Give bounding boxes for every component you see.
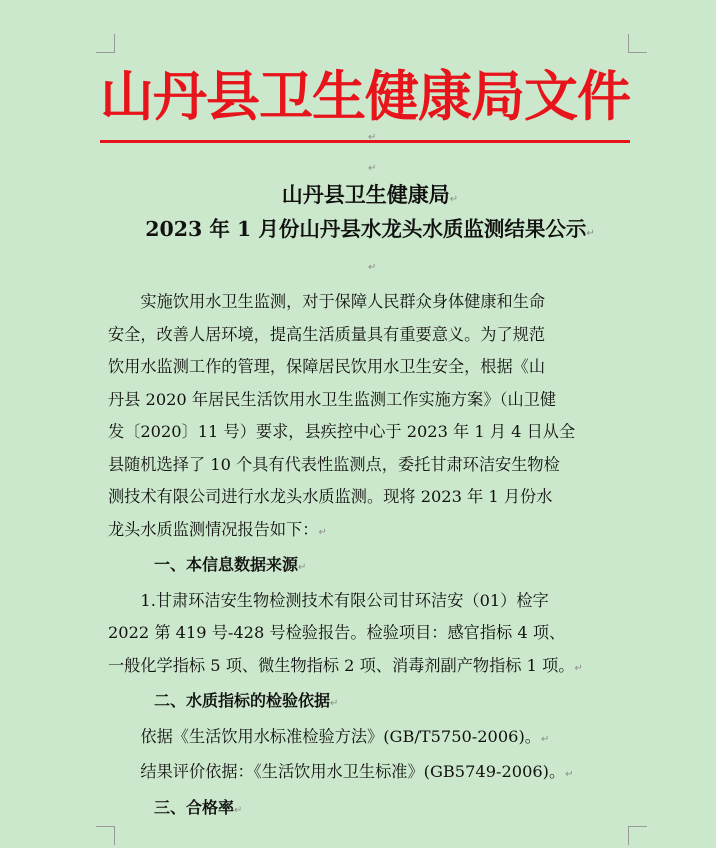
paragraph-mark-icon: ↵ <box>368 262 377 273</box>
intro-line: 县随机选择了 10 个具有代表性监测点，委托甘肃环洁安生物检 <box>108 454 560 474</box>
section1-heading <box>108 549 632 585</box>
paragraph-mark-icon: ↵ <box>540 733 550 745</box>
paragraph-mark-icon: ↵ <box>368 163 377 174</box>
title-line2-text: 2023 年 1 月份山丹县水龙头水质监测结果公示 <box>145 217 587 241</box>
section2-line-text: 依据《生活饮用水标准检验方法》(GB/T5750-2006)。 <box>140 726 541 746</box>
section1-line: 2022 第 419 号-428 号检验报告。检验项目：感官指标 4 项、 <box>108 623 566 642</box>
intro-line: 丹县 2020 年居民生活饮用水卫生监测工作实施方案》（山卫健 <box>108 389 557 409</box>
crop-mark-bottom-left <box>96 826 115 845</box>
section3-heading-text: 三、合格率 <box>154 797 235 817</box>
crop-mark-top-right <box>628 34 647 53</box>
intro-line: 测技术有限公司进行水龙头水质监测。现将 2023 年 1 月份水 <box>108 487 553 506</box>
paragraph-mark-icon: ↵ <box>565 769 574 780</box>
section3-heading <box>108 792 632 828</box>
section1-line-text: 一般化学指标 5 项、微生物指标 2 项、消毒剂副产物指标 1 项。 <box>108 655 575 675</box>
intro-line-last <box>108 514 632 550</box>
section2-line-text: 结果评价依据：《生活饮用水卫生标准》(GB5749-2006)。 <box>140 762 566 781</box>
crop-mark-top-left <box>96 34 115 53</box>
section1-line: 1.甘肃环洁安生物检测技术有限公司甘环洁安（01）检字 <box>140 590 549 610</box>
section2-line <box>108 756 632 792</box>
red-divider-line <box>100 140 630 143</box>
document-body <box>108 286 632 827</box>
intro-line: 实施饮用水卫生监测，对于保障人民群众身体健康和生命 <box>140 292 546 311</box>
title-line1-text: 山丹县卫生健康局 <box>281 182 450 207</box>
paragraph-mark-icon: ↵ <box>234 804 243 816</box>
paragraph-mark-icon: ↵ <box>318 526 327 538</box>
section1-line-last <box>108 650 632 686</box>
section2-heading-text: 二、水质指标的检验依据 <box>154 691 331 710</box>
line-break-mark-icon: ↵ <box>449 194 459 205</box>
section2-heading <box>108 685 632 721</box>
paragraph-mark-icon: ↵ <box>368 132 377 143</box>
section2-line <box>108 721 632 757</box>
document-org-header: 山丹县卫生健康局文件 <box>100 64 630 128</box>
intro-line: 饮用水监测工作的管理，保障居民饮用水卫生安全，根据《山 <box>108 357 546 376</box>
intro-line: 安全，改善人居环境，提高生活质量具有重要意义。为了规范 <box>108 324 546 344</box>
paragraph-mark-icon: ↵ <box>574 662 583 674</box>
paragraph-mark-icon: ↵ <box>586 228 595 239</box>
intro-line: 发〔2020〕11 号）要求，县疾控中心于 2023 年 1 月 4 日从全 <box>108 422 576 441</box>
paragraph-mark-icon: ↵ <box>298 562 307 573</box>
document-title-line2 <box>100 214 640 249</box>
paragraph-mark-icon: ↵ <box>330 698 339 709</box>
intro-line-text: 龙头水质监测情况报告如下： <box>108 519 319 539</box>
document-title-line1 <box>100 180 640 215</box>
section1-heading-text: 一、本信息数据来源 <box>154 555 299 574</box>
crop-mark-bottom-right <box>628 826 647 845</box>
